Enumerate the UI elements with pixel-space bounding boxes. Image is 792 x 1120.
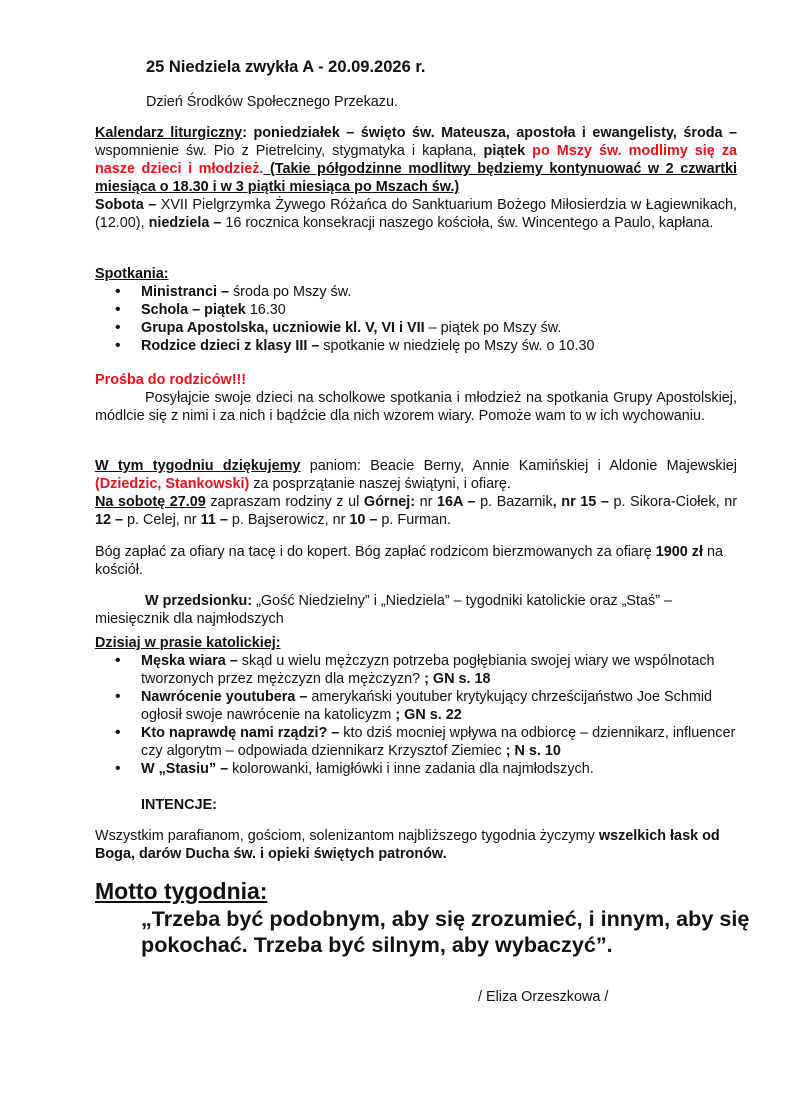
motto-quote: „Trzeba być podobnym, aby się zrozumieć, i innym, aby się pokochać. Trzeba być silnym, aby wybaczyć”. [141, 906, 750, 957]
thanks-label: W tym tygodniu dziękujemy [95, 458, 301, 474]
calendar-label: Kalendarz liturgiczny [95, 125, 243, 141]
thanks-section: W tym tygodniu dziękujemy paniom: Beacie Berny, Annie Kamińskiej i Aldonie Majewskiej (Dziedzic, Stankowski) za posprzątanie naszej świątyni, i ofiarę. Na sobotę 27.09 zapraszam rodziny z ul Górnej: nr 16A – p. Bazarnik, nr 15 – p. Sikora-Ciołek, nr 12 – p. Celej, nr 11 – p. Bajserowicz, nr 10 – p. Furman. [95, 458, 738, 528]
offering-section: Bóg zapłać za ofiary na tacę i do kopert. Bóg zapłać rodzicom bierzmowanych za ofiarę 1900 zł na kościół. [95, 544, 723, 578]
meetings-list [95, 283, 737, 355]
prayer-note: po Mszy św. modlimy się za nasze dzieci i młodzież. [95, 143, 738, 177]
list-item: • Schola – piątek 16.30 [95, 301, 737, 319]
request-section [95, 371, 737, 425]
liturgical-calendar: Kalendarz liturgiczny: poniedziałek – święto św. Mateusza, apostoła i ewangelisty, środa – wspomnienie św. Pio z Pietrelciny, stygmatyka i kapłana, piątek po Mszy św. modlimy się za nasze dzieci i młodzież. (Takie półgodzinne modlitwy będziemy kontynuować w 2 czwartki miesiąca o 18.30 i w 3 piątki miesiąca po Mszach św.) Sobota – XVII Pielgrzymka Żywego Różańca do Sanktuarium Bożego Miłosierdzia w Łagiewnikach, (12.00), niedziela – 16 rocznica konsekracji naszego kościoła, św. Wincentego a Paulo, kapłana. [95, 125, 738, 231]
meetings-section [95, 265, 737, 355]
press-heading: Dzisiaj w prasie katolickiej: [95, 635, 281, 651]
request-text: Posyłajcie swoje dzieci na scholkowe spotkania i młodzież na spotkania Grupy Apostolskiej, módlcie się z nimi i za nich i bądźcie dla nich wzorem wiary. Pomoże wam to w ich wychowaniu. [95, 390, 737, 424]
page-title: 25 Niedziela zwykła A - 20.09.2026 r. [146, 58, 426, 76]
list-item: • Męska wiara – skąd u wielu mężczyzn potrzeba pogłębiania swojej wiary we wspólnotach tworzonych przez mężczyzn dla mężczyzn? ; GN s. 18 [95, 652, 737, 688]
press-list [95, 652, 737, 778]
thanks-families: (Dziedzic, Stankowski) [95, 476, 250, 492]
meetings-heading: Spotkania: [95, 266, 169, 282]
saturday-label: Na sobotę 27.09 [95, 494, 206, 510]
list-item: • Ministranci – środa po Mszy św. [95, 283, 737, 301]
motto-heading: Motto tygodnia: [95, 878, 268, 904]
press-section [95, 634, 737, 778]
wishes-section: Wszystkim parafianom, gościom, solenizantom najbliższego tygodnia życzymy wszelkich łask od Boga, darów Ducha św. i opieki świętych patronów. [95, 828, 720, 862]
list-item: • Nawrócenie youtubera – amerykański youtuber krytykujący chrześcijaństwo Joe Schmid ogłosił swoje nawrócenie na katolicyzm ; GN s. 22 [95, 688, 737, 724]
prayer-schedule: (Takie półgodzinne modlitwy będziemy kontynuować w 2 czwartki miesiąca o 18.30 i w 3 piątki miesiąca po Mszach św.) [95, 161, 737, 195]
intentions-heading: INTENCJE: [141, 797, 217, 813]
offering-amount: 1900 zł [655, 544, 703, 560]
list-item: • W „Stasiu” – kolorowanki, łamigłówki i inne zadania dla najmłodszych. [95, 760, 737, 778]
motto-author: / Eliza Orzeszkowa / [478, 989, 609, 1005]
request-heading: Prośba do rodziców!!! [95, 372, 247, 388]
vestibule-label: W przedsionku: [145, 593, 253, 609]
list-item: • Grupa Apostolska, uczniowie kl. V, VI i VII – piątek po Mszy św. [95, 319, 737, 337]
list-item: • Kto naprawdę nami rządzi? – kto dziś mocniej wpływa na odbiorcę – dziennikarz, influencer czy algorytm – odpowiada dziennikarz Krzysztof Ziemiec ; N s. 10 [95, 724, 737, 760]
vestibule-section: W przedsionku: „Gość Niedzielny” i „Niedziela” – tygodniki katolickie oraz „Staś” – miesięcznik dla najmłodszych [95, 593, 673, 627]
page-subtitle: Dzień Środków Społecznego Przekazu. [146, 94, 398, 110]
list-item: • Rodzice dzieci z klasy III – spotkanie w niedzielę po Mszy św. o 10.30 [95, 337, 737, 355]
